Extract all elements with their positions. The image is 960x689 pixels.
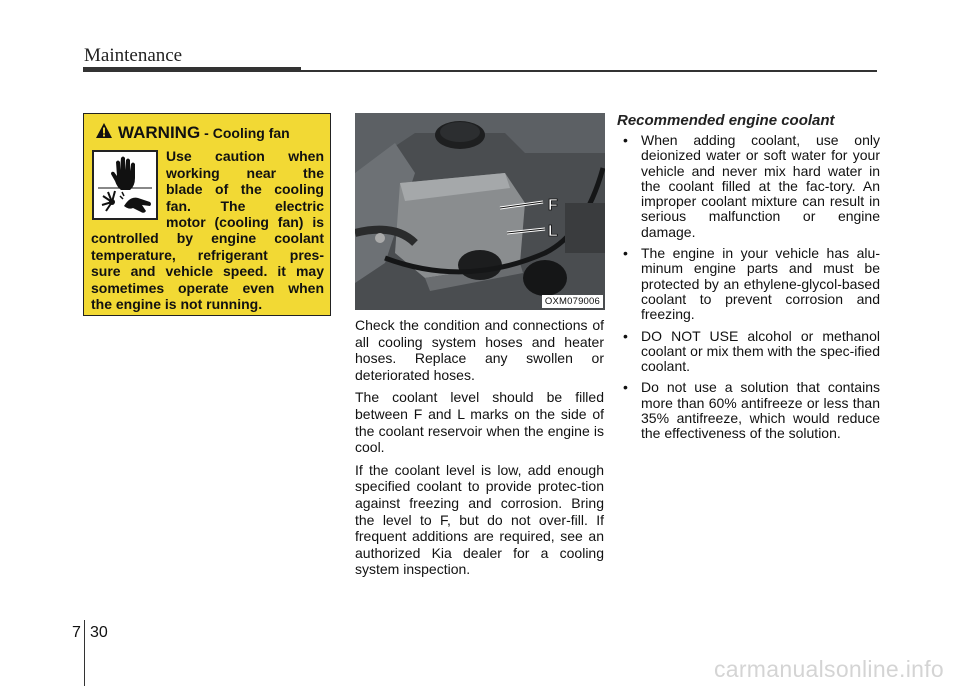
- warning-triangle-icon: [96, 123, 112, 143]
- warning-text-right: [166, 148, 324, 231]
- section-number: 7: [72, 624, 81, 641]
- bullet-text: DO NOT USE alcohol or methanol coolant or mix them with the spec-ified coolant.: [641, 327, 880, 375]
- bullet-text: Do not use a solution that contains more than 60% antifreeze or less than 35% antifreeze, which would reduce the effectiveness of the solution.: [641, 379, 880, 442]
- coolant-bullets: [617, 133, 880, 448]
- watermark: carmanualsonline.info: [713, 656, 944, 682]
- list-item: • The engine in your vehicle has alu-minum engine parts and must be protected by an ethylene-glycol-based coolant to prevent corrosion and freezing.: [623, 245, 880, 323]
- warning-line: temperature, refrigerant pres-: [91, 246, 324, 263]
- footer-rule: [84, 620, 85, 686]
- warning-line: controlled by engine coolant: [91, 230, 324, 246]
- warning-line: motor (cooling fan) is: [166, 214, 324, 231]
- list-item: • DO NOT USE alcohol or methanol coolant or mix them with the spec-ified coolant.: [623, 327, 880, 375]
- body-paragraph: If the coolant level is low, add enough specified coolant to provide protec-tion against freezing and corrosion. Bring the level to F, but do not over-fill. If frequent additions are required, see an authorized Kia dealer for a cooling system inspection.: [355, 461, 604, 578]
- body-text-column: [355, 317, 604, 584]
- warning-line: working near the: [166, 164, 324, 181]
- warning-line: the engine is not running.: [91, 296, 263, 313]
- header-rule-thin: [301, 70, 877, 72]
- list-item: • Do not use a solution that contains more than 60% antifreeze or less than 35% antifreeze, which would reduce the effectiveness of the solution.: [623, 379, 880, 442]
- warning-box: [83, 113, 331, 316]
- bullet-text: When adding coolant, use only deionized water or soft water for your vehicle and never mix hard water in the coolant filled at the fac-tory. An improper coolant mixture can result in serious malfunction or engine damage.: [641, 132, 880, 240]
- photo-mark-f: F: [548, 197, 558, 214]
- warning-title: [96, 122, 290, 144]
- header-rule-thick: [83, 67, 301, 72]
- warning-line: sometimes operate even when: [91, 279, 324, 296]
- page-number: 30: [90, 624, 108, 641]
- warning-label: WARNING: [118, 123, 201, 142]
- warning-subtitle: - Cooling fan: [204, 125, 290, 141]
- hand-fan-warning-icon: [92, 150, 158, 220]
- list-item: • When adding coolant, use only deionized water or soft water for your vehicle and never mix hard water in the coolant filled at the fac-tory. An improper coolant mixture can result in serious malfunction or engine damage.: [623, 132, 880, 240]
- warning-line: fan. The electric: [166, 197, 324, 214]
- warning-line: blade of the cooling: [166, 181, 324, 198]
- warning-text-full: [91, 230, 324, 313]
- figure-code: OXM079006: [542, 295, 603, 308]
- coolant-reservoir-photo: [355, 113, 605, 310]
- warning-line: sure and vehicle speed. it may: [91, 263, 324, 280]
- page-header-title: Maintenance: [84, 45, 183, 66]
- body-paragraph: Check the condition and connections of all cooling system hoses and heater hoses. Replace any swollen or deteriorated hoses.: [355, 317, 604, 383]
- bullet-text: The engine in your vehicle has alu-minum engine parts and must be protected by an ethylene-glycol-based coolant to prevent corrosion and freezing.: [641, 245, 880, 323]
- photo-mark-l: L: [548, 223, 558, 240]
- warning-line: Use caution when: [166, 148, 324, 164]
- body-paragraph: The coolant level should be filled between F and L marks on the side of the coolant reservoir when the engine is cool.: [355, 389, 604, 456]
- coolant-heading: Recommended engine coolant: [617, 112, 835, 129]
